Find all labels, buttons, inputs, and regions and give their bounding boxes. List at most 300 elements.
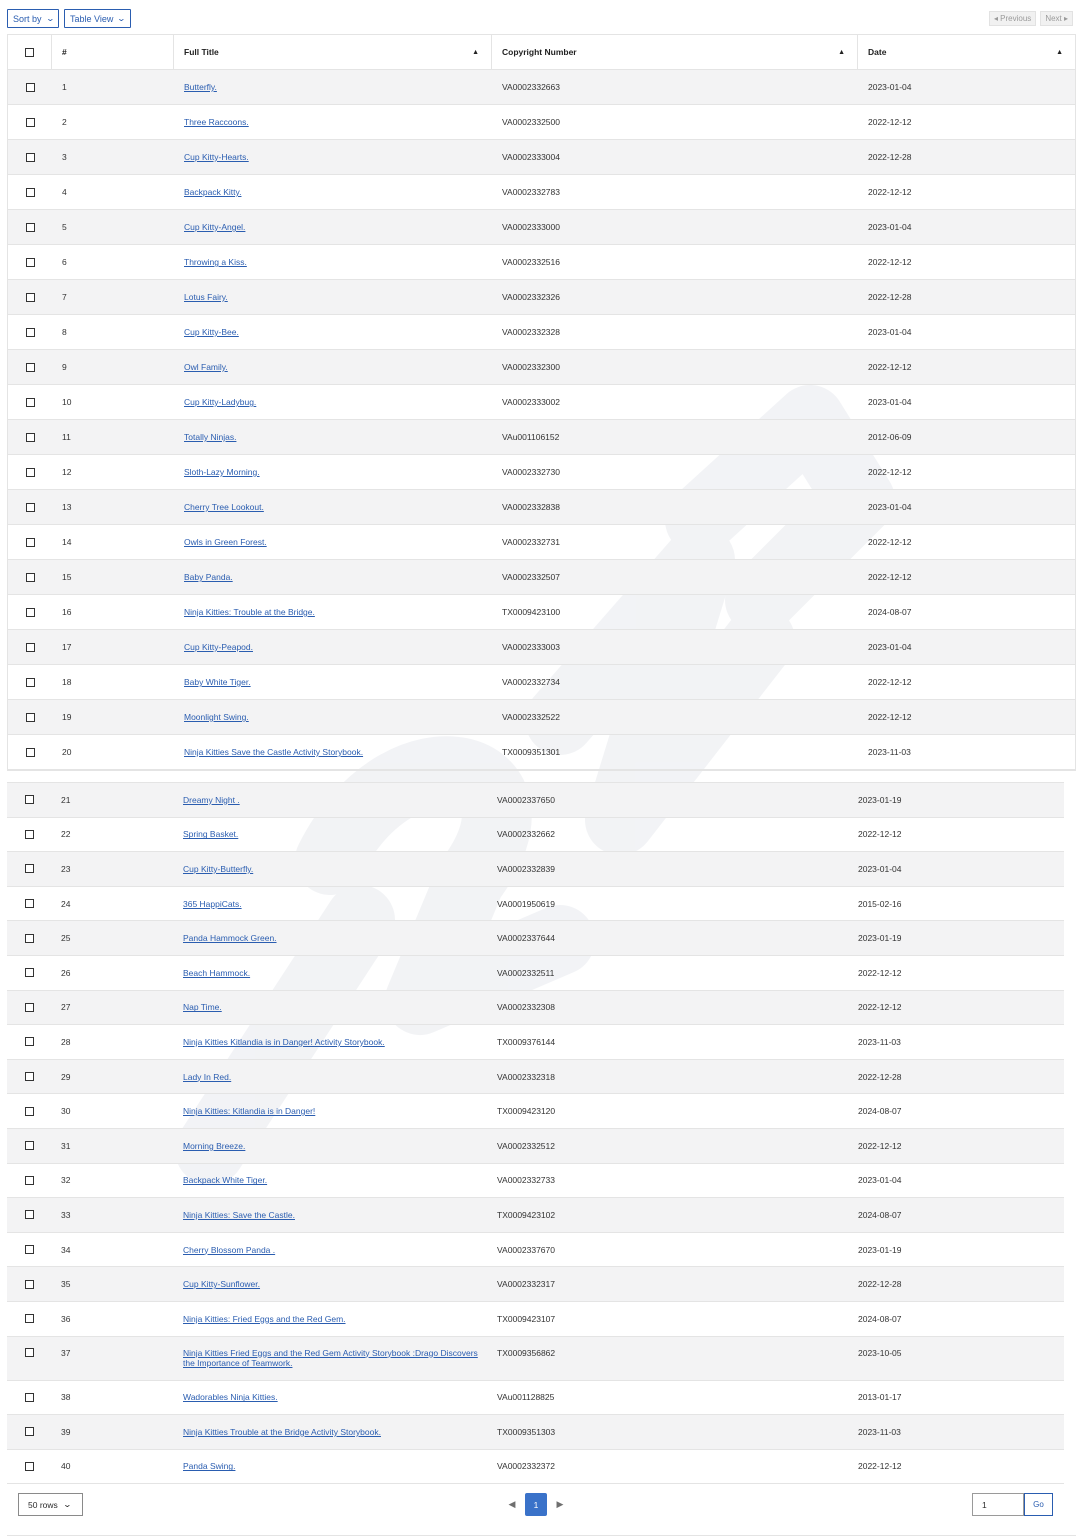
row-title-cell: [173, 968, 487, 978]
row-checkbox[interactable]: [26, 328, 35, 337]
registration-date: 2023-01-04: [868, 642, 912, 652]
copyright-number: VA0002332500: [502, 117, 560, 127]
row-number: 9: [62, 362, 67, 372]
registration-date: 2023-01-04: [868, 222, 912, 232]
toolbar: [0, 0, 1080, 34]
table-row: [8, 70, 1075, 105]
row-checkbox[interactable]: [25, 1003, 34, 1012]
row-title-cell: [173, 1314, 487, 1324]
row-number: 8: [62, 327, 67, 337]
row-number: 25: [61, 933, 71, 944]
row-checkbox[interactable]: [26, 678, 35, 687]
registration-date: 2023-11-03: [868, 747, 911, 757]
row-title-cell: [173, 1427, 487, 1437]
row-select-cell: [8, 573, 52, 582]
row-checkbox[interactable]: [26, 608, 35, 617]
copyright-number: VA0002333003: [502, 642, 560, 652]
row-number: 14: [62, 537, 72, 547]
table-row: [8, 525, 1075, 560]
row-select-cell: [8, 83, 52, 92]
row-select-cell: [8, 118, 52, 127]
row-number: 18: [62, 677, 72, 687]
copyright-number: VA0002332731: [502, 537, 560, 547]
registration-date: 2024-08-07: [858, 1313, 902, 1324]
registration-date: 2022-12-12: [858, 1002, 902, 1013]
row-checkbox[interactable]: [26, 398, 35, 407]
table-row: [8, 280, 1075, 315]
row-title-cell: [173, 1072, 487, 1082]
copyright-number: VA0002333002: [502, 397, 560, 407]
registration-date: 2023-01-04: [868, 82, 912, 92]
title-link[interactable]: Panda Swing.: [183, 1461, 236, 1472]
row-checkbox[interactable]: [25, 1037, 34, 1046]
row-checkbox[interactable]: [25, 1072, 34, 1081]
title-link[interactable]: Butterfly.: [184, 82, 217, 92]
copyright-number: TX0009423107: [497, 1313, 556, 1324]
title-link[interactable]: Cup Kitty-Sunflower.: [183, 1279, 261, 1290]
title-link[interactable]: Cup Kitty-Peapod.: [184, 642, 253, 652]
table-row: [7, 1233, 1064, 1268]
row-select-cell: [8, 503, 52, 512]
results-table: [7, 34, 1076, 771]
row-select-cell: [7, 1245, 51, 1254]
row-title-cell: [173, 1175, 487, 1185]
row-checkbox[interactable]: [26, 538, 35, 547]
row-checkbox[interactable]: [25, 1393, 34, 1402]
title-link[interactable]: Cherry Tree Lookout.: [184, 502, 264, 512]
row-title-cell: [173, 1245, 487, 1255]
title-link[interactable]: Baby Panda.: [184, 572, 233, 582]
title-link[interactable]: Backpack Kitty.: [184, 187, 242, 197]
next-page-icon[interactable]: ▶: [556, 1499, 564, 1509]
row-select-cell: [7, 1176, 51, 1185]
row-title-cell: [174, 712, 492, 722]
copyright-number: VA0002332300: [502, 362, 560, 372]
title-link[interactable]: Cup Kitty-Bee.: [184, 327, 239, 337]
row-checkbox[interactable]: [25, 1141, 34, 1150]
rows-per-page-dropdown[interactable]: [18, 1493, 83, 1516]
row-number: 33: [61, 1209, 71, 1220]
row-number: 26: [61, 967, 71, 978]
registration-date: 2023-01-19: [858, 933, 902, 944]
title-link[interactable]: Ninja Kitties: Save the Castle.: [183, 1209, 295, 1220]
table-row: [8, 700, 1075, 735]
table-row: [7, 956, 1064, 991]
results-table-continued: [7, 782, 1064, 1484]
row-title-cell: [174, 292, 492, 302]
row-title-cell: [174, 747, 492, 757]
title-link[interactable]: Cup Kitty-Hearts.: [184, 152, 249, 162]
row-number: 1: [62, 82, 67, 92]
row-title-cell: [174, 502, 492, 512]
row-number: 10: [62, 397, 72, 407]
row-checkbox[interactable]: [26, 643, 35, 652]
row-number: 21: [61, 794, 71, 805]
copyright-number: VA0002332507: [502, 572, 560, 582]
registration-date: 2023-10-05: [858, 1347, 902, 1358]
title-link[interactable]: Morning Breeze.: [183, 1140, 246, 1151]
title-link[interactable]: Ninja Kitties: Fried Eggs and the Red Gem.: [183, 1313, 346, 1324]
table-row: [8, 385, 1075, 420]
row-checkbox[interactable]: [25, 1462, 34, 1471]
copyright-number: VA0002332512: [497, 1140, 555, 1151]
copyright-number: VA0002332839: [497, 863, 555, 874]
table-row: [8, 665, 1075, 700]
table-row: [8, 490, 1075, 525]
row-title-cell: [173, 1002, 487, 1012]
table-view-label: Table View: [70, 13, 114, 24]
row-number: 29: [61, 1071, 71, 1082]
registration-date: 2024-08-07: [868, 607, 912, 617]
row-select-cell: [8, 153, 52, 162]
row-select-cell: [7, 1037, 51, 1046]
row-number: 23: [61, 863, 71, 874]
table-row: [8, 350, 1075, 385]
copyright-number: VA0002332662: [497, 829, 555, 840]
title-link[interactable]: Ninja Kitties Fried Eggs and the Red Gem Activity Storybook :Drago Discovers the Importance of Teamwork.: [183, 1347, 478, 1368]
title-link[interactable]: Ninja Kitties Kitlandia is in Danger! Activity Storybook.: [183, 1036, 385, 1047]
sort-up-icon[interactable]: ▲: [1056, 48, 1063, 56]
row-checkbox[interactable]: [25, 830, 34, 839]
registration-date: 2023-01-04: [868, 502, 912, 512]
registration-date: 2024-08-07: [858, 1106, 902, 1117]
registration-date: 2024-08-07: [858, 1209, 902, 1220]
row-title-cell: [173, 1037, 487, 1047]
title-link[interactable]: Backpack White Tiger.: [183, 1175, 268, 1186]
row-checkbox[interactable]: [26, 748, 35, 757]
row-select-cell: [8, 678, 52, 687]
row-number: 30: [61, 1106, 71, 1117]
row-number: 5: [62, 222, 67, 232]
registration-date: 2022-12-12: [868, 362, 912, 372]
go-button[interactable]: Go: [1024, 1493, 1053, 1516]
copyright-number: VA0002332326: [502, 292, 560, 302]
copyright-number: VA0002337670: [497, 1244, 555, 1255]
table-row: [7, 783, 1064, 818]
table-row: [7, 1060, 1064, 1095]
copyright-number: VA0002332318: [497, 1071, 555, 1082]
table-row: [7, 1450, 1064, 1485]
copyright-number: VA0002333000: [502, 222, 560, 232]
row-title-cell: [173, 1279, 487, 1289]
row-title-cell: [173, 1461, 487, 1471]
registration-date: 2022-12-12: [858, 967, 902, 978]
row-number: 2: [62, 117, 67, 127]
copyright-number: VA0002332308: [497, 1002, 555, 1013]
registration-date: 2022-12-12: [868, 537, 912, 547]
row-select-cell: [8, 293, 52, 302]
table-footer: [0, 1483, 1080, 1527]
table-view-dropdown[interactable]: [64, 9, 131, 28]
row-select-cell: [7, 795, 51, 804]
sort-by-dropdown[interactable]: [7, 9, 59, 28]
registration-date: 2023-01-19: [858, 794, 902, 805]
row-select-cell: [7, 1003, 51, 1012]
row-checkbox[interactable]: [25, 795, 34, 804]
table-body: [7, 783, 1064, 1484]
copyright-number: VAu001128825: [497, 1392, 555, 1403]
table-row: [7, 852, 1064, 887]
registration-date: 2023-01-19: [858, 1244, 902, 1255]
title-link[interactable]: Cup Kitty-Angel.: [184, 222, 246, 232]
table-row: [8, 595, 1075, 630]
row-title-cell: [173, 1210, 487, 1220]
row-title-cell: [174, 467, 492, 477]
row-title-cell: [174, 117, 492, 127]
copyright-number: VA0002332734: [502, 677, 560, 687]
select-all-cell: [8, 35, 52, 70]
title-link[interactable]: Owls in Green Forest.: [184, 537, 267, 547]
title-link[interactable]: Lotus Fairy.: [184, 292, 228, 302]
prev-page-icon[interactable]: ◀: [508, 1499, 516, 1509]
previous-button[interactable]: ◂ Previous: [989, 11, 1036, 26]
row-checkbox[interactable]: [25, 1348, 34, 1357]
row-title-cell: [174, 257, 492, 267]
copyright-number: VA0002332516: [502, 257, 560, 267]
row-select-cell: [7, 1141, 51, 1150]
table-row: [7, 887, 1064, 922]
registration-date: 2022-12-28: [858, 1279, 902, 1290]
row-select-cell: [8, 328, 52, 337]
table-row: [8, 735, 1075, 770]
row-checkbox[interactable]: [26, 433, 35, 442]
header-copyright-number[interactable]: [492, 35, 858, 70]
row-title-cell: [174, 222, 492, 232]
row-select-cell: [7, 899, 51, 908]
row-title-cell: [174, 572, 492, 582]
copyright-number: VA0001950619: [497, 898, 555, 909]
row-checkbox[interactable]: [26, 363, 35, 372]
registration-date: 2023-01-04: [868, 327, 912, 337]
row-select-cell: [8, 468, 52, 477]
row-checkbox[interactable]: [25, 1245, 34, 1254]
row-number: 19: [62, 712, 72, 722]
row-checkbox[interactable]: [25, 864, 34, 873]
copyright-number: TX0009423120: [497, 1106, 556, 1117]
title-link[interactable]: Three Raccoons.: [184, 117, 249, 127]
title-link[interactable]: Moonlight Swing.: [184, 712, 249, 722]
row-checkbox[interactable]: [26, 83, 35, 92]
row-checkbox[interactable]: [26, 258, 35, 267]
row-number: 24: [61, 898, 71, 909]
copyright-number: VA0002332317: [497, 1279, 555, 1290]
row-number: 4: [62, 187, 67, 197]
row-checkbox[interactable]: [25, 1210, 34, 1219]
row-title-cell: [174, 362, 492, 372]
row-select-cell: [8, 713, 52, 722]
registration-date: 2012-06-09: [868, 432, 912, 442]
row-number: 27: [61, 1002, 71, 1013]
row-select-cell: [7, 1314, 51, 1323]
top-pager: [989, 11, 1073, 26]
row-number: 39: [61, 1426, 71, 1437]
registration-date: 2023-01-04: [858, 863, 902, 874]
row-checkbox[interactable]: [25, 1176, 34, 1185]
row-title-cell: [173, 864, 487, 874]
row-checkbox[interactable]: [26, 713, 35, 722]
table-row: [8, 560, 1075, 595]
row-number: 11: [62, 432, 71, 442]
select-all-checkbox[interactable]: [25, 48, 34, 57]
chevron-down-icon: ⌄: [62, 1500, 72, 1509]
sort-up-icon[interactable]: ▲: [838, 48, 845, 56]
title-link[interactable]: Spring Basket.: [183, 829, 239, 840]
row-title-cell: [173, 899, 487, 909]
title-link[interactable]: 365 HappiCats.: [183, 898, 242, 909]
table-row: [8, 420, 1075, 455]
row-select-cell: [7, 968, 51, 977]
row-checkbox[interactable]: [25, 1314, 34, 1323]
row-checkbox[interactable]: [26, 153, 35, 162]
registration-date: 2022-12-28: [868, 292, 912, 302]
row-number: 37: [61, 1347, 71, 1358]
row-select-cell: [7, 1280, 51, 1289]
table-row: [7, 1415, 1064, 1450]
row-checkbox[interactable]: [26, 468, 35, 477]
table-row: [7, 1302, 1064, 1337]
row-title-cell: [173, 1106, 487, 1116]
page-button-current[interactable]: 1: [525, 1493, 547, 1516]
title-link[interactable]: Owl Family.: [184, 362, 228, 372]
row-select-cell: [8, 748, 52, 757]
copyright-number: TX0009356862: [497, 1347, 556, 1358]
copyright-number: TX0009351301: [502, 747, 561, 757]
table-row: [7, 991, 1064, 1026]
chevron-down-icon: ⌄: [117, 14, 127, 23]
table-row: [7, 921, 1064, 956]
title-link[interactable]: Ninja Kitties Trouble at the Bridge Activity Storybook.: [183, 1426, 381, 1437]
row-title-cell: [174, 397, 492, 407]
title-link[interactable]: Ninja Kitties Save the Castle Activity Storybook.: [184, 747, 364, 757]
table-row: [8, 210, 1075, 245]
copyright-number: VA0002333004: [502, 152, 560, 162]
copyright-number: VA0002332372: [497, 1461, 555, 1472]
title-link[interactable]: Panda Hammock Green.: [183, 933, 277, 944]
row-select-cell: [7, 934, 51, 943]
title-link[interactable]: Wadorables Ninja Kitties.: [183, 1392, 278, 1403]
title-link[interactable]: Ninja Kitties: Trouble at the Bridge.: [184, 607, 315, 617]
row-number: 12: [62, 467, 72, 477]
copyright-number: VA0002332838: [502, 502, 560, 512]
row-checkbox[interactable]: [25, 899, 34, 908]
title-link[interactable]: Dreamy Night .: [183, 794, 240, 805]
header-date[interactable]: [858, 35, 1075, 70]
goto-page: [972, 1493, 1053, 1516]
title-link[interactable]: Nap Time.: [183, 1002, 222, 1013]
row-checkbox[interactable]: [25, 968, 34, 977]
row-select-cell: [7, 830, 51, 839]
copyright-number: VA0002337644: [497, 933, 555, 944]
table-row: [7, 818, 1064, 853]
goto-page-input[interactable]: 1: [972, 1493, 1024, 1516]
table-row: [8, 315, 1075, 350]
table-row: [7, 1025, 1064, 1060]
registration-date: 2022-12-28: [868, 152, 912, 162]
title-link[interactable]: Sloth-Lazy Morning.: [184, 467, 260, 477]
row-title-cell: [173, 829, 487, 839]
copyright-number: VA0002337650: [497, 794, 555, 805]
row-title-cell: [174, 187, 492, 197]
registration-date: 2022-12-12: [858, 1461, 902, 1472]
table-row: [8, 140, 1075, 175]
row-number: 38: [61, 1392, 71, 1403]
row-select-cell: [8, 258, 52, 267]
table-row: [7, 1337, 1064, 1381]
title-link[interactable]: Ninja Kitties: Kitlandia is in Danger!: [183, 1106, 316, 1117]
header-full-title[interactable]: [174, 35, 492, 70]
copyright-number: VA0002332663: [502, 82, 560, 92]
title-link[interactable]: Cup Kitty-Butterfly.: [183, 863, 254, 874]
row-number: 22: [61, 829, 71, 840]
registration-date: 2022-12-12: [868, 467, 912, 477]
title-link[interactable]: Beach Hammock.: [183, 967, 251, 978]
table-header-row: [8, 35, 1075, 70]
row-checkbox[interactable]: [25, 1280, 34, 1289]
row-title-cell: [174, 327, 492, 337]
row-select-cell: [8, 643, 52, 652]
row-select-cell: [8, 433, 52, 442]
divider: [7, 1535, 1076, 1536]
row-checkbox[interactable]: [26, 223, 35, 232]
row-title-cell: [173, 1392, 487, 1402]
row-checkbox[interactable]: [25, 1427, 34, 1436]
title-link[interactable]: Baby White Tiger.: [184, 677, 251, 687]
row-checkbox[interactable]: [26, 118, 35, 127]
row-number: 36: [61, 1313, 71, 1324]
row-number: 35: [61, 1279, 71, 1290]
row-title-cell: [173, 933, 487, 943]
title-link[interactable]: Cherry Blossom Panda .: [183, 1244, 276, 1255]
row-title-cell: [174, 642, 492, 652]
row-title-cell: [174, 82, 492, 92]
registration-date: 2023-01-04: [858, 1175, 902, 1186]
row-title-cell: [174, 432, 492, 442]
row-number: 16: [62, 607, 72, 617]
header-copyright-label: Copyright Number: [502, 47, 577, 57]
row-checkbox[interactable]: [26, 503, 35, 512]
copyright-number: VA0002332328: [502, 327, 560, 337]
next-button[interactable]: Next ▸: [1040, 11, 1073, 26]
row-number: 28: [61, 1036, 71, 1047]
row-select-cell: [7, 1348, 51, 1357]
registration-date: 2022-12-28: [858, 1071, 902, 1082]
row-checkbox[interactable]: [25, 1107, 34, 1116]
row-select-cell: [8, 188, 52, 197]
row-title-cell: [173, 1141, 487, 1151]
title-link[interactable]: Totally Ninjas.: [184, 432, 237, 442]
copyright-number: VAu001106152: [502, 432, 560, 442]
copyright-number: VA0002332783: [502, 187, 560, 197]
title-link[interactable]: Cup Kitty-Ladybug.: [184, 397, 257, 407]
row-checkbox[interactable]: [26, 293, 35, 302]
copyright-number: TX0009351303: [497, 1426, 556, 1437]
title-link[interactable]: Lady In Red.: [183, 1071, 232, 1082]
row-title-cell: [174, 537, 492, 547]
row-select-cell: [8, 608, 52, 617]
registration-date: 2022-12-12: [868, 257, 912, 267]
table-row: [7, 1129, 1064, 1164]
row-number: 6: [62, 257, 67, 267]
row-checkbox[interactable]: [25, 934, 34, 943]
pagination: [505, 1493, 567, 1516]
sort-up-icon[interactable]: ▲: [472, 48, 479, 56]
title-link[interactable]: Throwing a Kiss.: [184, 257, 247, 267]
copyright-number: TX0009423100: [502, 607, 561, 617]
row-checkbox[interactable]: [26, 188, 35, 197]
row-title-cell: [174, 607, 492, 617]
row-checkbox[interactable]: [26, 573, 35, 582]
copyright-number: VA0002332733: [497, 1175, 555, 1186]
